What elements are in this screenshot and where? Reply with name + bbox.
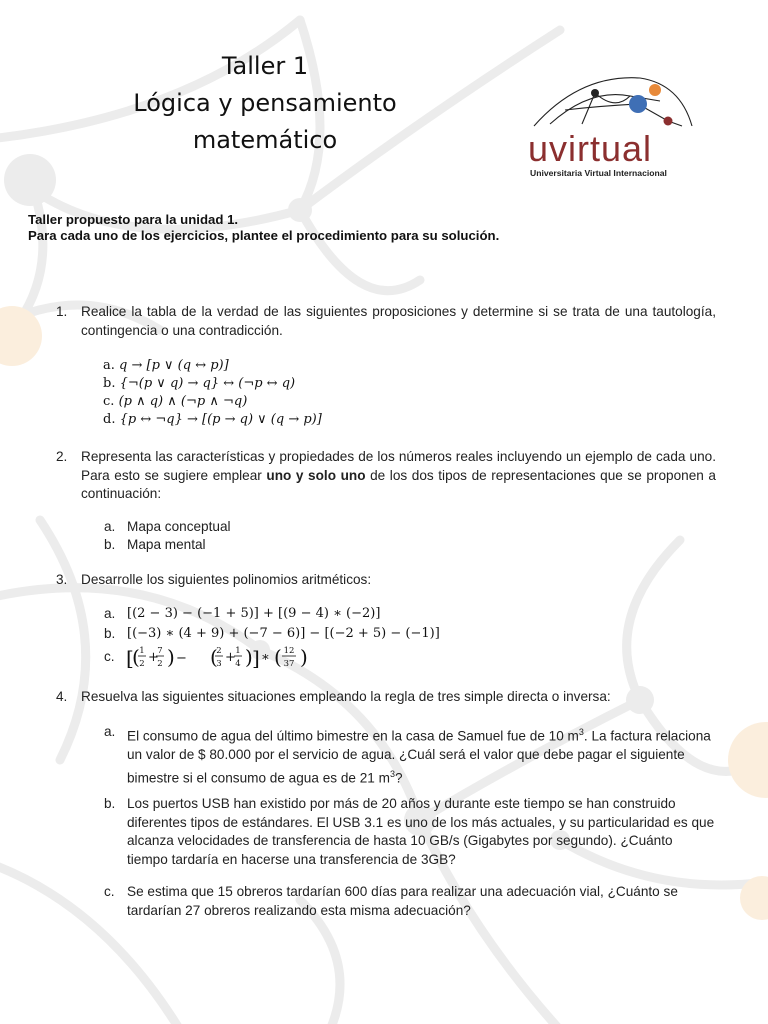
- logic-expression: {¬(p ∨ q) → q} ↔ (¬p ↔ q): [119, 376, 296, 391]
- svg-text:): ): [245, 645, 253, 669]
- q1-expressions: [103, 357, 322, 429]
- question-3: [56, 571, 716, 590]
- question-text: Realice la tabla de la verdad de las siguientes proposiciones y determine si se trata de una tautología, contingencia o una contradicción.: [81, 304, 716, 338]
- intro-block: [28, 212, 499, 244]
- svg-text:+: +: [225, 650, 236, 665]
- intro-line-2: Para cada uno de los ejercicios, plantee el procedimiento para su solución.: [28, 228, 500, 243]
- title-line-2: Lógica y pensamiento: [133, 89, 397, 117]
- question-number: 1.: [56, 304, 68, 319]
- svg-text:7: 7: [157, 646, 163, 656]
- list-item: d. {p ↔ ¬q} → [(p → q) ∨ (q → p)]: [103, 412, 322, 427]
- svg-text:12: 12: [283, 646, 295, 656]
- list-item: a. El consumo de agua del último bimestre en la casa de Samuel fue de 10 $m^3$. La factura relaciona un valor de $ 80.000 por el servicio de agua. ¿Cuál será el valor que debe pagar el siguiente bimestre si el consumo de agua es de 21 $m^3$?: [104, 723, 716, 788]
- logo-wordmark: uvirtual: [528, 128, 653, 169]
- title-line-1: Taller 1: [221, 52, 309, 80]
- list-item: c. (p ∧ q) ∧ (¬p ∧ ¬q): [103, 394, 248, 409]
- document-title: [120, 48, 410, 159]
- problem-text: Los puertos USB han existido por más de 20 años y durante este tiempo se han construido diferentes tipos de estándares. El USB 3.1 es uno de los más actuales, y su particularidad es que alcanza velocidades de transferencia de hasta 10 GB/s (Gigabytes por segundo). ¿Cuánto tiempo tardaría en hacerse una transferencia de 3GB?: [127, 796, 715, 867]
- uvirtual-logo: [520, 66, 700, 181]
- list-item: a. [(2 − 3) − (−1 + 5)] + [(9 − 4) ∗ (−2)]: [104, 605, 604, 624]
- svg-text:2: 2: [139, 659, 145, 669]
- list-item: c. Se estima que 15 obreros tardarían 600 días para realizar una adecuación vial, ¿Cuánto se tardarían 27 obreros realizando esta misma adecuación?: [104, 883, 716, 920]
- emphasis-text: uno y solo uno: [266, 467, 366, 483]
- svg-text:1: 1: [139, 646, 145, 656]
- list-item: b. Mapa mental: [104, 537, 206, 552]
- svg-text:37: 37: [283, 659, 295, 669]
- problem-text: Se estima que 15 obreros tardarían 600 días para realizar una adecuación vial, ¿Cuánto se tardarían 27 obreros realizando esta misma adecuación?: [127, 884, 678, 918]
- svg-text:(: (: [210, 645, 218, 669]
- logic-expression: {p ↔ ¬q} → [(p → q) ∨ (q → p)]: [119, 412, 322, 427]
- svg-text:2: 2: [157, 659, 163, 669]
- question-number: 2.: [56, 449, 68, 464]
- svg-text:−: −: [176, 651, 187, 666]
- svg-text:]: ]: [252, 646, 260, 670]
- svg-text:4: 4: [235, 659, 241, 669]
- question-number: 3.: [56, 572, 68, 587]
- question-text: Representa las características y propiedades de los números reales incluyendo un ejemplo de cada uno. Para esto se sugiere emplear uno y solo uno de los dos tipos de representaciones que se proponen a continuación:: [81, 449, 716, 501]
- intro-line-1: Taller propuesto para la unidad 1.: [28, 212, 239, 227]
- svg-text:): ): [300, 645, 308, 669]
- list-item: a. Mapa conceptual: [104, 519, 231, 534]
- arithmetic-expression: [(−3) ∗ (4 + 9) + (−7 − 6)] − [(−2 + 5) − (−1)]: [127, 626, 440, 641]
- problem-text: El consumo de agua del último bimestre en la casa de Samuel fue de 10 $m^3$. La factura relaciona un valor de $ 80.000 por el servicio de agua. ¿Cuál será el valor que debe pagar el siguiente bimestre si el consumo de agua es de 21 $m^3$?: [127, 727, 711, 786]
- question-1: [56, 303, 716, 340]
- logo-tagline: Universitaria Virtual Internacional: [530, 168, 667, 178]
- list-item: a. q → [p ∨ (q ↔ p)]: [103, 358, 229, 373]
- list-item: b. [(−3) ∗ (4 + 9) + (−7 − 6)] − [(−2 + 5) − (−1)]: [104, 625, 604, 644]
- svg-text:∗: ∗: [261, 650, 270, 665]
- svg-text:2: 2: [216, 646, 222, 656]
- question-text: Resuelva las siguientes situaciones empleando la regla de tres simple directa o inversa:: [81, 689, 611, 704]
- svg-text:[: [: [126, 646, 134, 670]
- svg-text:3: 3: [216, 659, 222, 669]
- question-2: [56, 448, 716, 504]
- question-number: 4.: [56, 689, 68, 704]
- logic-expression: (p ∧ q) ∧ (¬p ∧ ¬q): [118, 394, 248, 409]
- svg-text:(: (: [132, 645, 140, 669]
- question-4: [56, 688, 716, 707]
- svg-text:): ): [167, 645, 175, 669]
- arithmetic-expression: [(2 − 3) − (−1 + 5)] + [(9 − 4) ∗ (−2)]: [127, 606, 381, 621]
- logic-expression: q → [p ∨ (q ↔ p)]: [119, 358, 229, 373]
- list-item: b. {¬(p ∨ q) → q} ↔ (¬p ↔ q): [103, 376, 296, 391]
- svg-text:1: 1: [235, 646, 241, 656]
- list-item: b. Los puertos USB han existido por más de 20 años y durante este tiempo se han construido diferentes tipos de estándares. El USB 3.1 es uno de los más actuales, y su particularidad es que alcanza velocidades de transferencia de hasta 10 GB/s (Gigabytes por segundo). ¿Cuánto tiempo tardaría en hacerse una transferencia de 3GB?: [104, 795, 716, 869]
- svg-text:+: +: [148, 650, 159, 665]
- question-text: Desarrolle los siguientes polinomios aritméticos:: [81, 572, 372, 587]
- title-line-3: matemático: [192, 126, 338, 154]
- svg-text:(: (: [274, 645, 282, 669]
- fraction-expression: [126, 640, 306, 674]
